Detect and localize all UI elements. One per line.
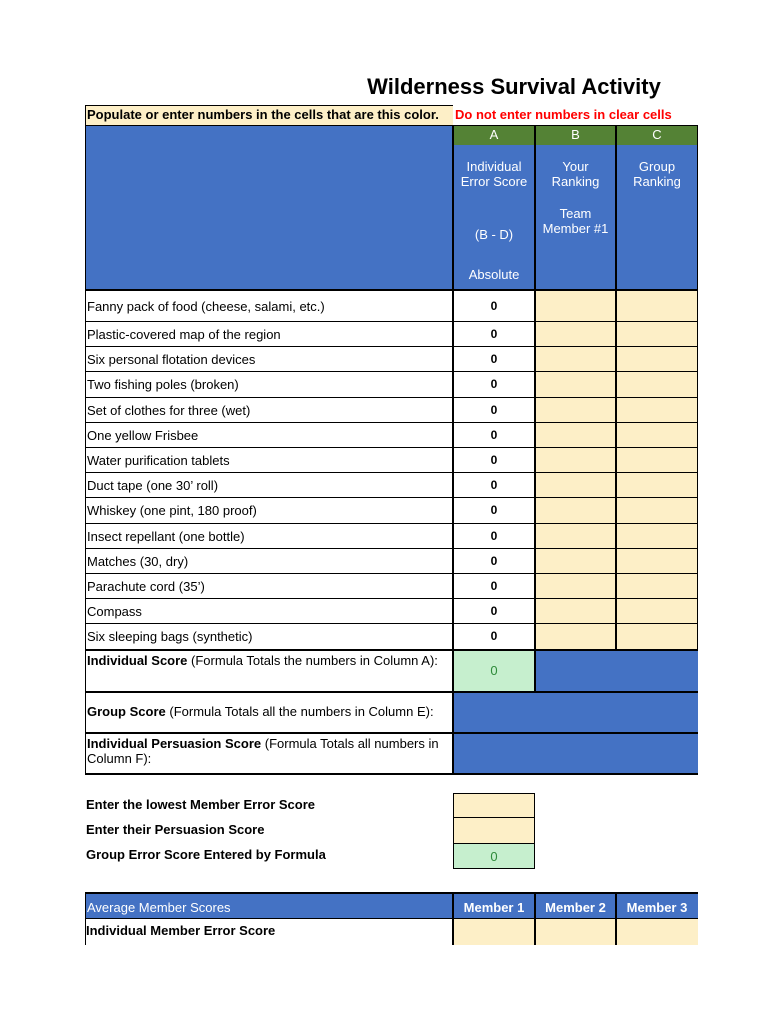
column-letter-b[interactable]: B (535, 125, 616, 145)
col-b-line-5: Member #1 (542, 221, 609, 236)
grid-line (452, 125, 454, 774)
item-name-cell: Duct tape (one 30’ roll) (87, 478, 219, 494)
group-ranking-input[interactable] (616, 347, 698, 372)
your-ranking-input[interactable] (535, 524, 616, 549)
your-ranking-input[interactable] (535, 322, 616, 347)
persuasion-input-label: Enter their Persuasion Score (86, 822, 265, 837)
average-header-text: Average Member Scores (87, 900, 231, 915)
notice-red-cell (453, 105, 698, 125)
column-c-header[interactable] (616, 145, 698, 290)
col-a-line-7: Absolute (468, 267, 520, 282)
item-name-cell: Matches (30, dry) (87, 553, 189, 569)
col-b-line-2: Ranking (551, 174, 600, 189)
individual-score-bold: Individual Score (87, 653, 188, 668)
grid-line (615, 893, 617, 945)
grid-line (85, 773, 698, 775)
grid-line (85, 893, 86, 945)
grid-line (697, 125, 698, 650)
your-ranking-input[interactable] (535, 423, 616, 448)
member-2-error-input[interactable] (535, 919, 616, 945)
persuasion-score-blue-fill (453, 733, 698, 774)
item-name-cell: Whiskey (one pint, 180 proof) (87, 503, 257, 519)
item-error-score[interactable]: 0 (490, 327, 498, 342)
grid-line (85, 105, 86, 774)
individual-score-label (85, 650, 453, 692)
persuasion-score-label (85, 733, 453, 774)
item-name-cell: One yellow Frisbee (87, 427, 199, 443)
group-ranking-input[interactable] (616, 624, 698, 649)
spreadsheet (85, 105, 698, 1005)
item-error-score[interactable]: 0 (490, 629, 498, 644)
item-error-score[interactable]: 0 (490, 503, 498, 518)
individual-score-blue-fill (535, 650, 698, 692)
your-ranking-input[interactable] (535, 574, 616, 599)
group-ranking-input[interactable] (616, 322, 698, 347)
notice-yellow-cell[interactable] (85, 105, 453, 125)
grid-line (85, 691, 698, 693)
your-ranking-input[interactable] (535, 599, 616, 624)
grid-line (452, 893, 454, 945)
grid-line (615, 125, 617, 650)
persuasion-score-rest: (Formula Totals all numbers in Column F): (87, 736, 439, 766)
your-ranking-input[interactable] (535, 372, 616, 397)
group-ranking-input[interactable] (616, 398, 698, 423)
item-error-score[interactable]: 0 (490, 377, 498, 392)
grid-line (85, 289, 698, 291)
group-ranking-input[interactable] (616, 423, 698, 448)
item-name-cell: Plastic-covered map of the region (87, 327, 281, 343)
item-error-score[interactable]: 0 (490, 528, 498, 543)
grid-line (85, 918, 698, 919)
your-ranking-input[interactable] (535, 448, 616, 473)
header-blank-cell[interactable] (85, 125, 453, 290)
grid-line (534, 125, 536, 650)
your-ranking-input[interactable] (535, 498, 616, 523)
member-1-header[interactable]: Member 1 (453, 893, 535, 919)
item-error-score[interactable]: 0 (490, 402, 498, 417)
col-b-line-1: Your (562, 159, 589, 174)
group-ranking-input[interactable] (616, 549, 698, 574)
item-name-cell: Two fishing poles (broken) (87, 377, 239, 393)
individual-score-value[interactable]: 0 (453, 650, 535, 692)
grid-line (85, 892, 698, 894)
member-3-header[interactable]: Member 3 (616, 893, 698, 919)
col-c-line-2: Ranking (633, 174, 681, 189)
notice-yellow-text: Populate or enter numbers in the cells that are this color. (87, 107, 439, 122)
grid-line (85, 105, 453, 106)
persuasion-score-bold: Individual Persuasion Score (87, 736, 262, 751)
your-ranking-input[interactable] (535, 398, 616, 423)
column-a-header[interactable] (453, 145, 535, 290)
col-b-line-4: Team (559, 206, 592, 221)
item-error-score[interactable]: 0 (490, 579, 498, 594)
item-name-cell: Compass (87, 604, 142, 620)
persuasion-input[interactable] (453, 818, 535, 844)
group-ranking-input[interactable] (616, 372, 698, 397)
member-error-label: Individual Member Error Score (86, 923, 276, 938)
your-ranking-input[interactable] (535, 347, 616, 372)
column-letter-a[interactable]: A (453, 125, 535, 145)
group-ranking-input[interactable] (616, 291, 698, 322)
your-ranking-input[interactable] (535, 549, 616, 574)
group-ranking-input[interactable] (616, 524, 698, 549)
group-ranking-input[interactable] (616, 498, 698, 523)
item-error-score[interactable]: 0 (490, 352, 498, 367)
item-name-cell: Fanny pack of food (cheese, salami, etc.) (87, 299, 325, 314)
your-ranking-input[interactable] (535, 473, 616, 498)
grid-line (534, 893, 536, 945)
grid-line (534, 650, 536, 692)
group-ranking-input[interactable] (616, 599, 698, 624)
column-letter-c[interactable]: C (616, 125, 698, 145)
lowest-score-label: Enter the lowest Member Error Score (86, 797, 316, 812)
group-score-blue-fill (453, 692, 698, 733)
item-error-score[interactable]: 0 (490, 553, 498, 568)
col-a-line-2: Error Score (460, 174, 528, 189)
group-score-rest: (Formula Totals all the numbers in Column E): (165, 704, 434, 719)
item-name-cell: Parachute cord (35’) (87, 579, 205, 595)
item-name-cell: Six sleeping bags (synthetic) (87, 629, 253, 645)
group-score-bold: Group Score (87, 704, 166, 719)
item-error-score[interactable]: 0 (490, 604, 498, 619)
page-title: Wilderness Survival Activity (367, 74, 661, 99)
item-name-cell: Set of clothes for three (wet) (87, 402, 251, 418)
column-b-header[interactable] (535, 145, 616, 290)
item-name-cell: Water purification tablets (87, 453, 230, 469)
your-ranking-input[interactable] (535, 624, 616, 649)
average-header-cell[interactable] (85, 893, 453, 919)
grid-line (85, 125, 698, 126)
individual-score-rest: (Formula Totals the numbers in Column A): (187, 653, 438, 668)
col-c-line-1: Group (638, 159, 676, 174)
group-error-label: Group Error Score Entered by Formula (86, 847, 326, 862)
col-a-line-5: (B - D) (474, 227, 514, 242)
item-error-score[interactable]: 0 (490, 453, 498, 468)
grid-line (85, 732, 698, 734)
member-1-error-input[interactable] (453, 919, 535, 945)
item-name-cell: Insect repellant (one bottle) (87, 528, 245, 544)
item-error-score[interactable]: 0 (490, 299, 498, 313)
item-error-score[interactable]: 0 (490, 427, 498, 442)
member-3-error-input[interactable] (616, 919, 698, 945)
your-ranking-input[interactable] (535, 291, 616, 322)
group-error-value[interactable]: 0 (453, 844, 535, 869)
lowest-score-input[interactable] (453, 793, 535, 818)
item-name-cell: Six personal flotation devices (87, 352, 256, 368)
col-a-line-1: Individual (466, 159, 522, 174)
grid-line (85, 649, 698, 651)
group-score-label (85, 692, 453, 733)
group-ranking-input[interactable] (616, 473, 698, 498)
group-ranking-input[interactable] (616, 448, 698, 473)
member-2-header[interactable]: Member 2 (535, 893, 616, 919)
item-error-score[interactable]: 0 (490, 478, 498, 493)
group-ranking-input[interactable] (616, 574, 698, 599)
notice-red-text: Do not enter numbers in clear cells (455, 107, 672, 122)
